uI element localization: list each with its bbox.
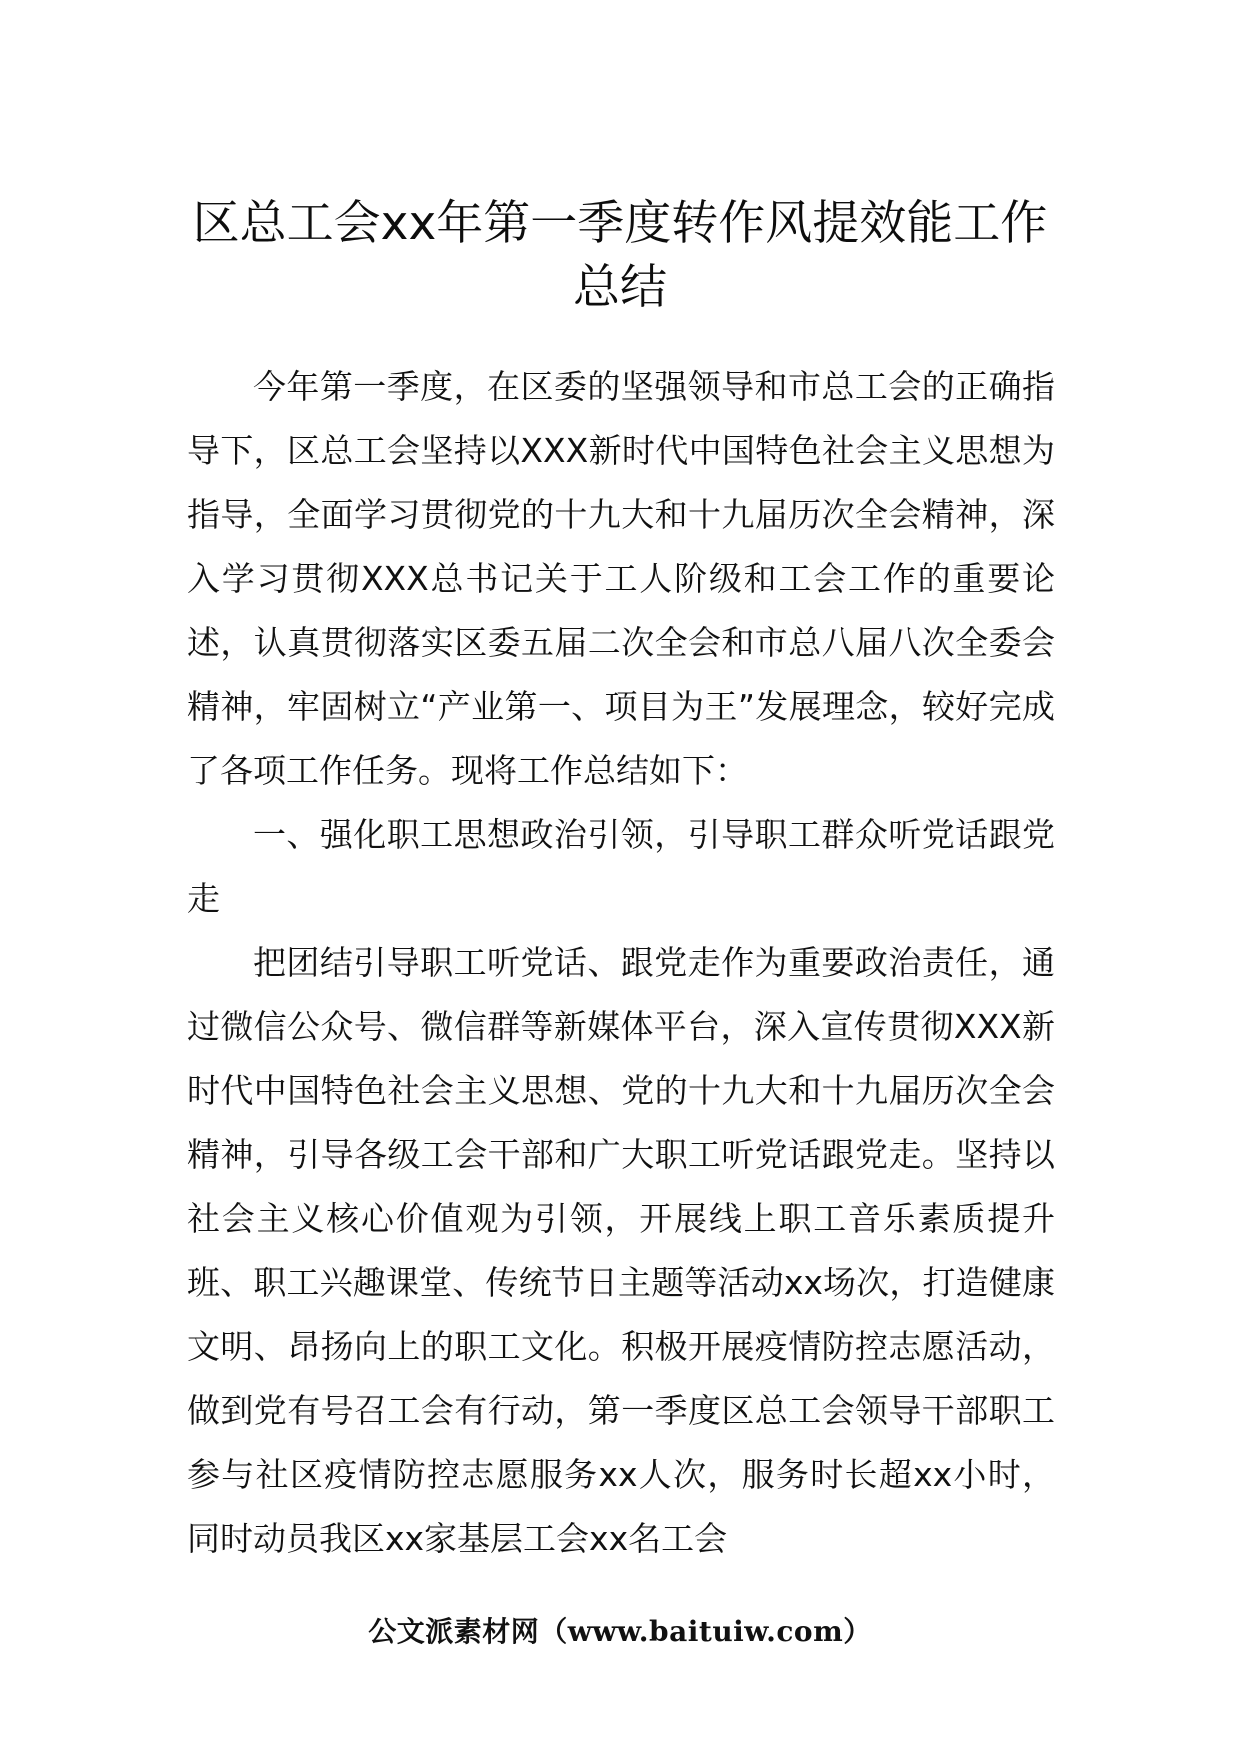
document-body bbox=[187, 355, 1055, 1571]
title-line-1: 区总工会xx年第一季度转作风提效能工作 bbox=[192, 196, 1048, 251]
document-title bbox=[150, 192, 1090, 320]
footer-watermark: 公文派素材网（www.baituiw.com） bbox=[368, 1615, 872, 1648]
section-1-paragraph: 把团结引导职工听党话、跟党走作为重要政治责任，通过微信公众号、微信群等新媒体平台，深入宣传贯彻XXX新时代中国特色社会主义思想、党的十九大和十九届历次全会精神，引导各级工会干部和广大职工听党话跟党走。坚持以社会主义核心价值观为引领，开展线上职工音乐素质提升班、职工兴趣课堂、传统节日主题等活动xx场次，打造健康文明、昂扬向上的职工文化。积极开展疫情防控志愿活动，做到党有号召工会有行动，第一季度区总工会领导干部职工参与社区疫情防控志愿服务xx人次，服务时长超xx小时，同时动员我区xx家基层工会xx名工会 bbox=[187, 943, 1055, 1558]
section-heading-1: 一、强化职工思想政治引领，引导职工群众听党话跟党走 bbox=[187, 815, 1055, 918]
title-line-2: 总结 bbox=[573, 260, 667, 315]
intro-paragraph: 今年第一季度，在区委的坚强领导和市总工会的正确指导下，区总工会坚持以XXX新时代中国特色社会主义思想为指导，全面学习贯彻党的十九大和十九届历次全会精神，深入学习贯彻XXX总书记关于工人阶级和工会工作的重要论述，认真贯彻落实区委五届二次全会和市总八届八次全委会精神，牢固树立“产业第一、项目为王”发展理念，较好完成了各项工作任务。现将工作总结如下： bbox=[187, 367, 1055, 790]
